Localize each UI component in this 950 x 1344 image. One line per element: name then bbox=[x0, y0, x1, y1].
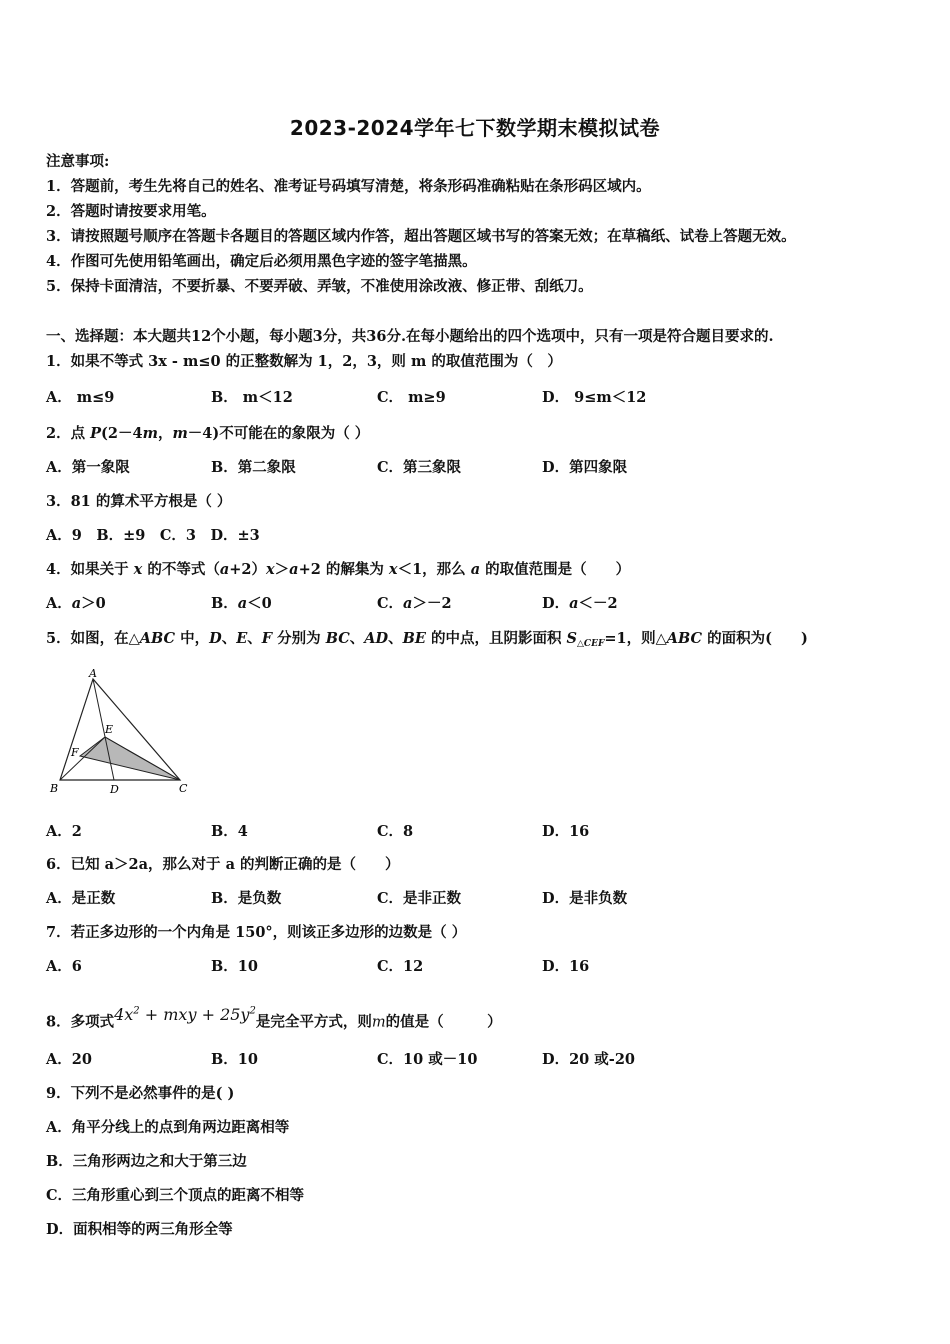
label-b: B bbox=[50, 782, 59, 795]
q6-option-b[interactable]: B．是负数 bbox=[211, 890, 282, 907]
notice-heading: 注意事项: bbox=[46, 153, 110, 170]
q7-option-b[interactable]: B．10 bbox=[211, 958, 258, 975]
notice-item: 5．保持卡面清洁，不要折暴、不要弄破、弄皱，不准使用涂改液、修正带、刮纸刀。 bbox=[46, 278, 593, 295]
q2-option-b[interactable]: B．第二象限 bbox=[211, 459, 296, 476]
q4-option-a[interactable]: A．a＞0 bbox=[46, 595, 106, 612]
notice-item: 2．答题时请按要求用笔。 bbox=[46, 203, 216, 220]
q4-option-c[interactable]: C．a＞－2 bbox=[377, 595, 452, 612]
label-c: C bbox=[179, 782, 188, 795]
question-8-stem: 8．多项式$4x^2$ + mxy + $25y^2$是完全平方式，则m的值是（ ） bbox=[46, 1005, 502, 1031]
q6-option-a[interactable]: A．是正数 bbox=[46, 890, 116, 907]
q1-option-c[interactable]: C． m≥9 bbox=[377, 389, 446, 406]
q9-option-d[interactable]: D．面积相等的两三角形全等 bbox=[46, 1221, 233, 1238]
question-4-stem: 4．如果关于 x 的不等式（a+2）x＞a+2 的解集为 x＜1，那么 a 的取值范围是（ ） bbox=[46, 561, 631, 578]
q1-option-b[interactable]: B． m＜12 bbox=[211, 389, 293, 406]
q5-option-d[interactable]: D．16 bbox=[542, 823, 590, 840]
label-e: E bbox=[105, 723, 114, 736]
section-heading: 一、选择题：本大题共12个小题，每小题3分，共36分.在每小题给出的四个选项中，只有一项是符合题目要求的. bbox=[46, 328, 774, 345]
q3-options[interactable]: A．9 B．±9 C．3 D．±3 bbox=[46, 527, 260, 544]
triangle-figure bbox=[44, 666, 194, 796]
question-7-stem: 7．若正多边形的一个内角是 150°，则该正多边形的边数是（ ） bbox=[46, 924, 467, 941]
q7-option-d[interactable]: D．16 bbox=[542, 958, 590, 975]
q5-option-c[interactable]: C．8 bbox=[377, 823, 414, 840]
q8-option-b[interactable]: B．10 bbox=[211, 1051, 258, 1068]
page-title: 2023-2024学年七下数学期末模拟试卷 bbox=[289, 116, 661, 140]
q8-option-c[interactable]: C．10 或－10 bbox=[377, 1051, 478, 1068]
q5-option-b[interactable]: B．4 bbox=[211, 823, 248, 840]
q6-option-c[interactable]: C．是非正数 bbox=[377, 890, 462, 907]
q8-option-d[interactable]: D．20 或-20 bbox=[542, 1051, 635, 1068]
question-1-stem: 1．如果不等式 3x - m≤0 的正整数解为 1，2，3，则 m 的取值范围为（ ） bbox=[46, 353, 562, 370]
label-f: F bbox=[71, 746, 79, 759]
shaded-triangle-cef bbox=[80, 737, 180, 780]
q7-option-c[interactable]: C．12 bbox=[377, 958, 424, 975]
q1-option-d[interactable]: D． 9≤m＜12 bbox=[542, 389, 647, 406]
question-2-stem: 2．点 P(2－4m，m－4)不可能在的象限为（ ） bbox=[46, 425, 370, 442]
q2-option-c[interactable]: C．第三象限 bbox=[377, 459, 462, 476]
notice-item: 4．作图可先使用铅笔画出，确定后必须用黑色字迹的签字笔描黑。 bbox=[46, 253, 477, 270]
q9-option-c[interactable]: C．三角形重心到三个顶点的距离不相等 bbox=[46, 1187, 305, 1204]
q5-option-a[interactable]: A．2 bbox=[46, 823, 82, 840]
label-a: A bbox=[89, 667, 97, 680]
label-d: D bbox=[110, 783, 119, 796]
q9-option-a[interactable]: A．角平分线上的点到角两边距离相等 bbox=[46, 1119, 290, 1136]
question-6-stem: 6．已知 a＞2a，那么对于 a 的判断正确的是（ ） bbox=[46, 856, 400, 873]
q9-option-b[interactable]: B．三角形两边之和大于第三边 bbox=[46, 1153, 247, 1170]
polynomial-expression: $4x^2$ + mxy + $25y^2$ bbox=[114, 1005, 256, 1025]
q4-option-d[interactable]: D．a＜－2 bbox=[542, 595, 618, 612]
q2-option-d[interactable]: D．第四象限 bbox=[542, 459, 628, 476]
notice-item: 1．答题前，考生先将自己的姓名、准考证号码填写清楚，将条形码准确粘贴在条形码区域内。 bbox=[46, 178, 651, 195]
notice-item: 3．请按照题号顺序在答题卡各题目的答题区域内作答，超出答题区域书写的答案无效；在草稿纸、试卷上答题无效。 bbox=[46, 228, 796, 245]
question-5-stem: 5．如图，在△ABC 中，D、E、F 分别为 BC、AD、BE 的中点，且阴影面积 $S_{\triangle CEF}=1$，则△ABC 的面积为( ) bbox=[46, 630, 808, 649]
q2-option-a[interactable]: A．第一象限 bbox=[46, 459, 130, 476]
q8-option-a[interactable]: A．20 bbox=[46, 1051, 92, 1068]
q7-option-a[interactable]: A．6 bbox=[46, 958, 82, 975]
question-3-stem: 3．81 的算术平方根是（ ） bbox=[46, 493, 232, 510]
q6-option-d[interactable]: D．是非负数 bbox=[542, 890, 628, 907]
q1-option-a[interactable]: A． m≤9 bbox=[46, 389, 115, 406]
q4-option-b[interactable]: B．a＜0 bbox=[211, 595, 272, 612]
question-9-stem: 9．下列不是必然事件的是( ) bbox=[46, 1085, 235, 1102]
